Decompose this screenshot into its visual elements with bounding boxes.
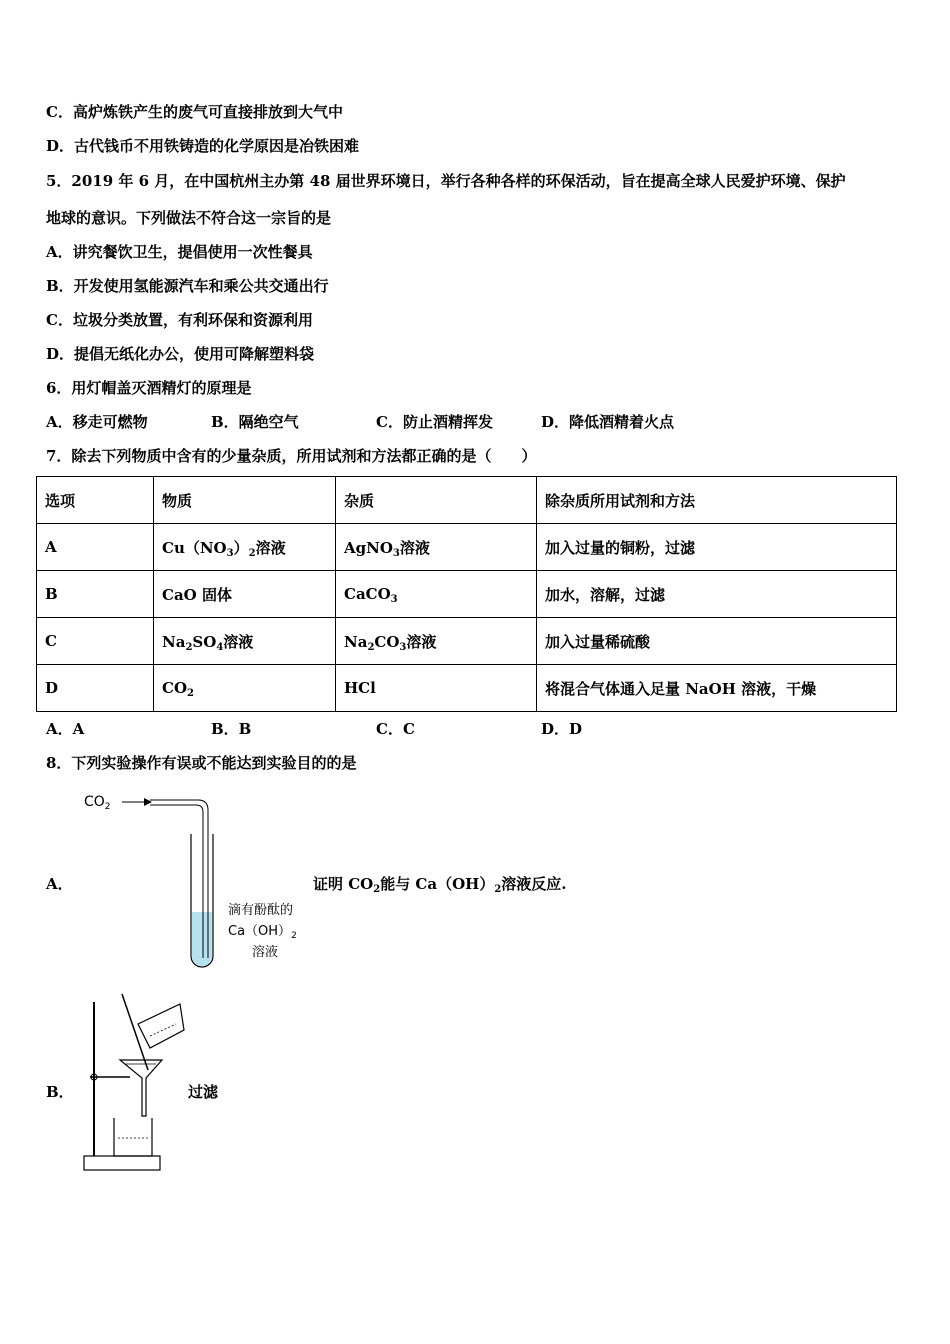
row-option: C: [37, 618, 154, 665]
q8-option-b-label: B．: [46, 1083, 74, 1101]
row-method: 将混合气体通入足量 NaOH 溶液，干燥: [537, 665, 897, 712]
fig-solution-label-2: $Ca(OH)_2$: [228, 924, 297, 941]
question-5-line2: 地球的意识。下列做法不符合这一宗旨的是: [46, 209, 332, 227]
row-option: D: [37, 665, 154, 712]
q8-option-b-text: 过滤: [188, 1083, 219, 1101]
co2-test-tube-figure: [80, 788, 320, 978]
question-5-line1: 5．2019 年 6 月，在中国杭州主办第 48 届世界环境日，举行各种各样的环保活动，旨在提高全球人民爱护环境、保护: [46, 172, 846, 190]
q7-option-c: C．C: [376, 720, 415, 738]
glass-rod: [122, 994, 148, 1070]
question-6: 6．用灯帽盖灭酒精灯的原理是: [46, 379, 252, 397]
table-row: [37, 571, 897, 618]
header-impurity: 杂质: [336, 477, 537, 524]
q7-option-b: B．B: [211, 720, 252, 738]
q5-option-d: D．提倡无纸化办公，使用可降解塑料袋: [46, 345, 315, 363]
q6-option-b: B．隔绝空气: [211, 413, 299, 431]
question-7: 7．除去下列物质中含有的少量杂质，所用试剂和方法都正确的是（ ）: [46, 447, 537, 465]
table-row: [37, 618, 897, 665]
q8-option-a-text: 证明 $CO_2$能与 $Ca(OH)_2$溶液反应.: [313, 875, 567, 895]
q7-option-a: A．A: [46, 720, 85, 738]
row-option: B: [37, 571, 154, 618]
header-method: 除杂质所用试剂和方法: [537, 477, 897, 524]
funnel: [120, 1060, 162, 1116]
row-impurity: $Na_2CO_3$溶液: [336, 618, 537, 665]
q7-option-d: D．D: [541, 720, 583, 738]
table-header-row: [37, 477, 897, 524]
q5-option-b: B．开发使用氢能源汽车和乘公共交通出行: [46, 277, 329, 295]
header-substance: 物质: [154, 477, 336, 524]
row-impurity: HCl: [336, 665, 537, 712]
header-option: 选项: [37, 477, 154, 524]
row-method: 加入过量稀硫酸: [537, 618, 897, 665]
q5-option-a: A．讲究餐饮卫生，提倡使用一次性餐具: [46, 243, 313, 261]
row-method: 加入过量的铜粉，过滤: [537, 524, 897, 571]
q8-option-a-label: A．: [46, 875, 73, 893]
row-substance: $Cu(NO_3)_2$溶液: [154, 524, 336, 571]
option-d-prev: D．古代钱币不用铁铸造的化学原因是冶铁困难: [46, 137, 360, 155]
q5-option-c: C．垃圾分类放置，有利环保和资源利用: [46, 311, 313, 329]
test-tube-solution: [192, 912, 212, 966]
pouring-liquid: [150, 1024, 176, 1036]
row-method: 加水，溶解，过滤: [537, 571, 897, 618]
q7-table: [36, 476, 897, 712]
receiving-beaker: [114, 1118, 152, 1156]
fig-co2-label: $CO_2$: [84, 794, 111, 812]
pouring-beaker: [138, 1004, 184, 1048]
row-substance: $CO_2$: [154, 665, 336, 712]
row-impurity: CaCO$_3$: [336, 571, 537, 618]
fig-solution-label-1: 滴有酚酞的: [228, 903, 294, 918]
filtration-figure: [80, 990, 190, 1175]
table-row: [37, 665, 897, 712]
q6-option-a: A．移走可燃物: [46, 413, 148, 431]
row-option: A: [37, 524, 154, 571]
table-row: [37, 524, 897, 571]
row-impurity: AgNO$_3$溶液: [336, 524, 537, 571]
row-substance: $Na_2SO_4$溶液: [154, 618, 336, 665]
q6-option-c: C．防止酒精挥发: [376, 413, 493, 431]
fig-solution-label-3: 溶液: [252, 945, 279, 960]
option-c-prev: C．高炉炼铁产生的废气可直接排放到大气中: [46, 103, 343, 121]
q6-option-d: D．降低酒精着火点: [541, 413, 675, 431]
question-8: 8．下列实验操作有误或不能达到实验目的的是: [46, 754, 357, 772]
stand-base: [84, 1156, 160, 1170]
row-substance: CaO 固体: [154, 571, 336, 618]
